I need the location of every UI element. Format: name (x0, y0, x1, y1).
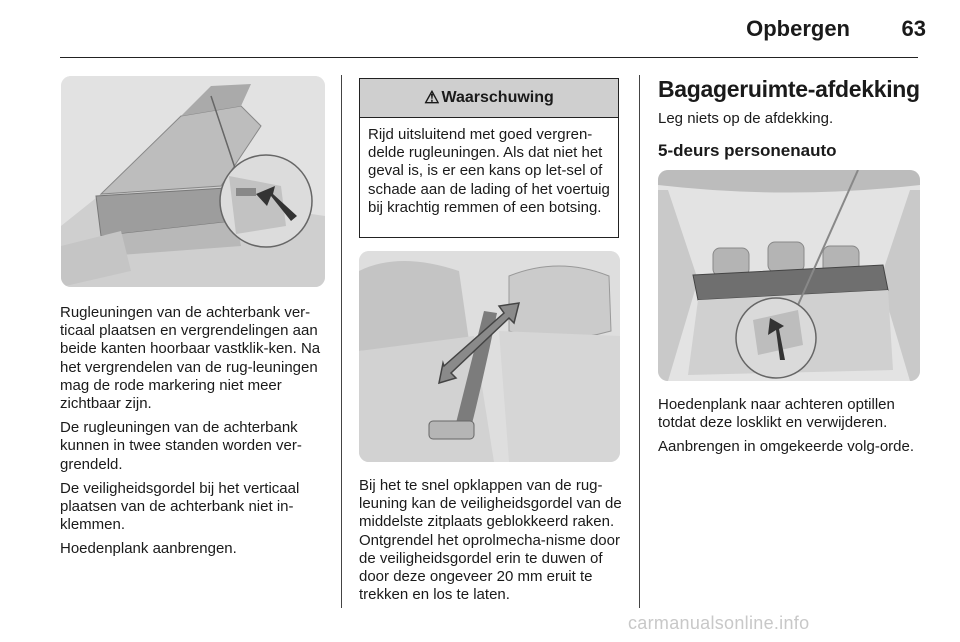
left-paragraph-2: De rugleuningen van de achterbank kunnen in twee standen worden ver-grendeld. (60, 419, 302, 473)
section-intro: Leg niets op de afdekking. (658, 110, 834, 127)
warning-text: Rijd uitsluitend met goed vergren-delde rugleuningen. Als dat niet het geval is, is er een kans op let-sel of schade aan de lading of het voertuig bij krachtig remmen of een botsing. (368, 126, 610, 216)
right-text-column (658, 396, 920, 463)
parcel-shelf-illustration (658, 170, 920, 381)
column-divider-left (341, 75, 342, 608)
section-heading: Bagageruimte-afdekking (658, 76, 920, 102)
left-paragraph-4: Hoedenplank aanbrengen. (60, 540, 237, 558)
watermark: carmanualsonline.info (628, 613, 810, 633)
left-paragraph-3: De veiligheidsgordel bij het verticaal plaatsen van de achterbank niet in-klemmen. (60, 479, 300, 534)
page-number: 63 (901, 16, 926, 41)
figure-seatbelt-headrest (359, 251, 620, 462)
left-text-column (60, 304, 328, 565)
column-divider-right (639, 75, 640, 608)
figure-parcel-shelf (658, 170, 920, 381)
right-paragraph-1: Hoedenplank naar achteren optillen totdat deze losklikt en verwijderen. (658, 396, 895, 432)
figure-rear-seat-latch (61, 76, 325, 287)
warning-header (360, 79, 618, 118)
subsection-heading: 5-deurs personenauto (658, 141, 837, 160)
seatbelt-headrest-illustration (359, 251, 620, 462)
header-rule (60, 57, 918, 58)
warning-icon: ⚠ (424, 88, 440, 107)
warning-title: Waarschuwing (441, 89, 554, 106)
warning-box (359, 78, 619, 238)
middle-paragraph: Bij het te snel opklappen van de rug-leuning kan de veiligheidsgordel van de middelste zitplaats geblokkeerd raken. Ontgrendel het oprolmecha-nisme door de veiligheidsgordel erin te duwen of door deze ongeveer 20 mm eruit te trekken en los te laten. (359, 477, 622, 604)
left-paragraph-1: Rugleuningen van de achterbank ver-ticaal plaatsen en vergrendelingen aan beide kanten hoorbaar vastklik-ken. Na het vergrendelen van de rug-leuningen mag de rode markering niet meer zichtbaar zijn. (60, 304, 321, 413)
page-header-title: Opbergen (746, 16, 850, 41)
right-paragraph-2: Aanbrengen in omgekeerde volg-orde. (658, 438, 915, 456)
rear-seat-latch-illustration (61, 76, 325, 287)
